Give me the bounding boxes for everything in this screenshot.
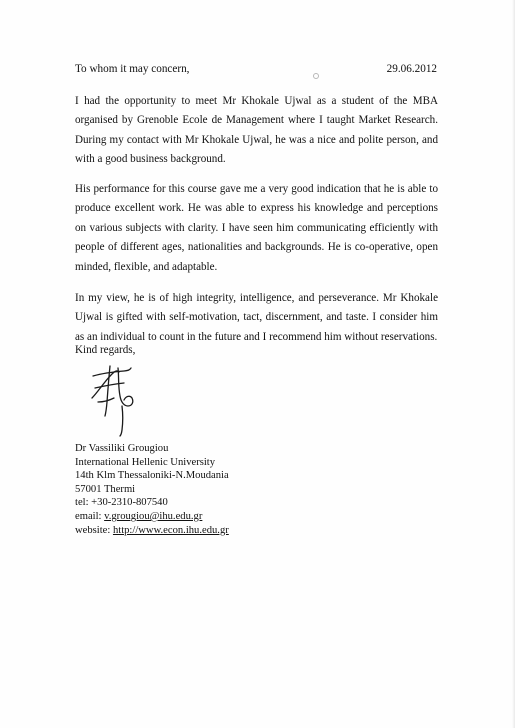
closing-regards: Kind regards, xyxy=(75,344,136,356)
website-label: website: xyxy=(75,524,113,536)
website-link[interactable]: http://www.econ.ihu.edu.gr xyxy=(112,524,229,536)
paragraph-introduction: I had the opportunity to meet Mr Khokale Ujwal as a student of the MBA organised by Grenoble Ecole de Management where I taught Market Research. During my contact with Mr Khokale Ujwal, he was a nice and polite person, and with a good business background. xyxy=(75,95,438,166)
letter-date: 29.06.2012 xyxy=(386,63,437,75)
scan-speck xyxy=(313,73,319,79)
salutation: To whom it may concern, xyxy=(75,63,190,75)
signatory-name: Dr Vassiliki Grougiou xyxy=(75,443,169,454)
signatory-postal: 57001 Thermi xyxy=(75,483,136,495)
signatory-address: 14th Klm Thessaloniki-N.Moudania xyxy=(75,470,229,482)
signatory-website-line xyxy=(75,524,229,538)
signatory-phone: tel: +30-2310-807540 xyxy=(75,497,168,509)
signature-block xyxy=(75,442,229,537)
paragraph-performance: His performance for this course gave me a very good indication that he is able to produce excellent work. He was able to express his knowledge and perceptions on various subjects with clarity. I have seen him communicating efficiently with people of different ages, nationalities and backgrounds. He is co-operative, open minded, flexible, and adaptable. xyxy=(75,183,438,273)
letter-header xyxy=(75,63,437,79)
paragraph-recommendation: In my view, he is of high integrity, intelligence, and perseverance. Mr Khokale Ujwal is gifted with self-motivation, tact, discernment, and taste. I consider him as an individual to count in the future and I recommend him without reservations. xyxy=(75,292,438,343)
email-label: email: xyxy=(75,510,105,522)
email-link[interactable]: v.grougiou@ihu.edu.gr xyxy=(104,510,203,522)
signatory-email-line xyxy=(75,510,229,524)
handwritten-signature xyxy=(88,362,148,440)
signatory-institution: International Hellenic University xyxy=(75,456,216,468)
